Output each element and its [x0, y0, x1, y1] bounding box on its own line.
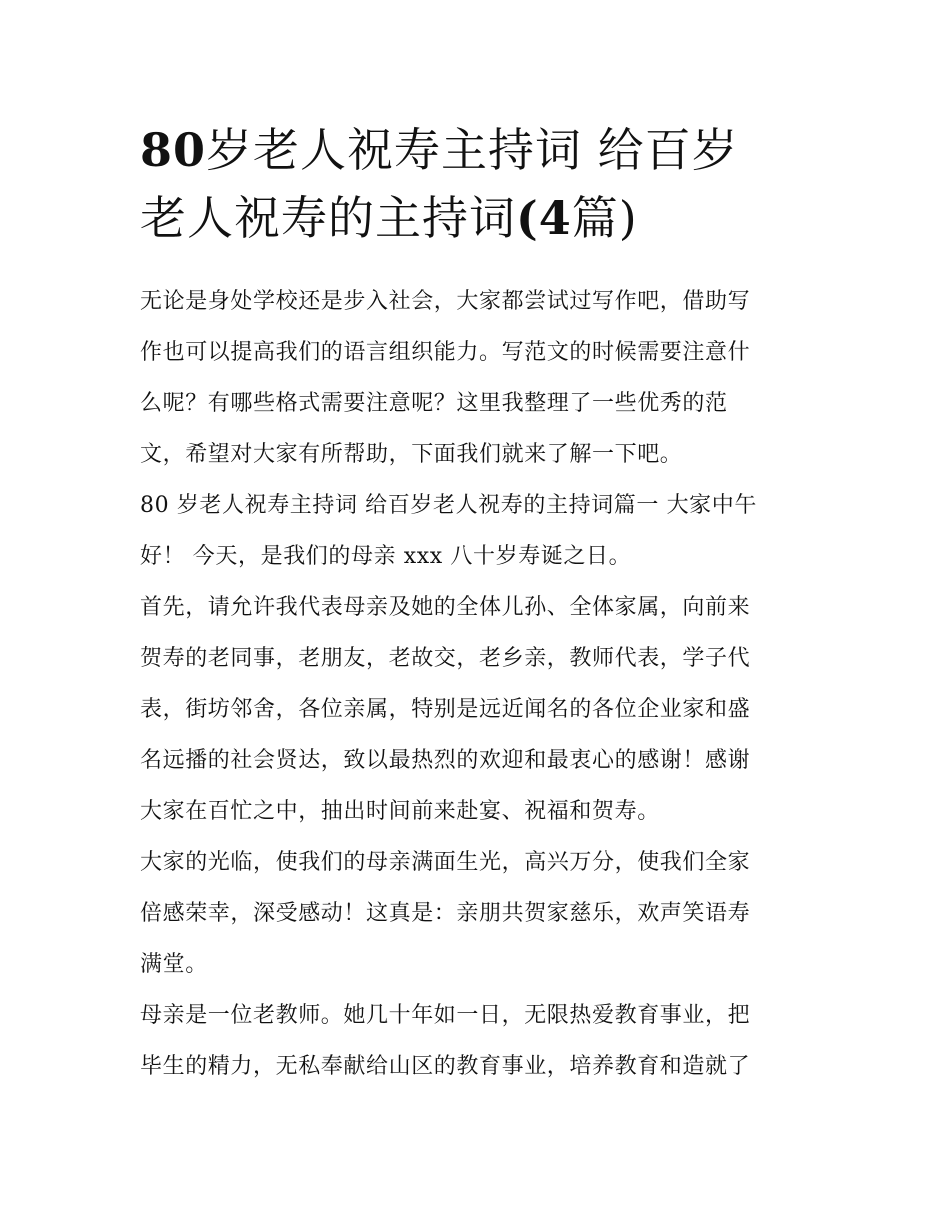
title-line-1 — [140, 116, 810, 184]
paragraph-opening — [140, 480, 812, 582]
text-line: 作也可以提高我们的语言组织能力。写范文的时候需要注意什 — [140, 340, 751, 365]
text-line: 倍感荣幸，深受感动！这真是：亲朋共贺家慈乐，欢声笑语寿 — [140, 901, 751, 926]
title-count: (4 — [516, 191, 572, 245]
text-line: 母亲是一位老教师。她几十年如一日，无限热爱教育事业，把 — [140, 1003, 751, 1028]
text-line: 么呢？有哪些格式需要注意呢？这里我整理了一些优秀的范 — [140, 391, 728, 416]
document-title — [140, 116, 810, 252]
document-body — [140, 276, 812, 1092]
text-line: 文，希望对大家有所帮助，下面我们就来了解一下吧。 — [140, 442, 683, 467]
title-text: 岁老人祝寿主持词 给百岁 — [206, 123, 739, 177]
title-text: 篇) — [571, 191, 638, 245]
title-number: 80 — [140, 123, 207, 177]
text-line: 好！ 今天，是我们的母亲 xxx 八十岁寿诞之日。 — [140, 544, 632, 569]
text-line: 表，街坊邻舍，各位亲属，特别是远近闻名的各位企业家和盛 — [140, 697, 751, 722]
text-line: 名远播的社会贤达，致以最热烈的欢迎和最衷心的感谢！感谢 — [140, 748, 751, 773]
text-line: 首先，请允许我代表母亲及她的全体儿孙、全体家属，向前来 — [140, 595, 751, 620]
title-text: 老人祝寿的主持词 — [140, 191, 516, 245]
text-line: 无论是身处学校还是步入社会，大家都尝试过写作吧，借助写 — [140, 289, 751, 314]
text-line: 毕生的精力，无私奉献给山区的教育事业，培养教育和造就了 — [140, 1054, 751, 1079]
text-line: 满堂。 — [140, 952, 208, 977]
title-line-2 — [140, 184, 810, 252]
text-line: 80 岁老人祝寿主持词 给百岁老人祝寿的主持词篇一 大家中午 — [140, 493, 757, 518]
paragraph-mother — [140, 990, 812, 1092]
paragraph-thanks — [140, 837, 812, 990]
text-line: 大家在百忙之中，抽出时间前来赴宴、祝福和贺寿。 — [140, 799, 660, 824]
paragraph-intro — [140, 276, 812, 480]
text-line: 贺寿的老同事，老朋友，老故交，老乡亲，教师代表，学子代 — [140, 646, 751, 671]
text-line: 大家的光临，使我们的母亲满面生光，高兴万分，使我们全家 — [140, 850, 751, 875]
paragraph-welcome — [140, 582, 812, 837]
